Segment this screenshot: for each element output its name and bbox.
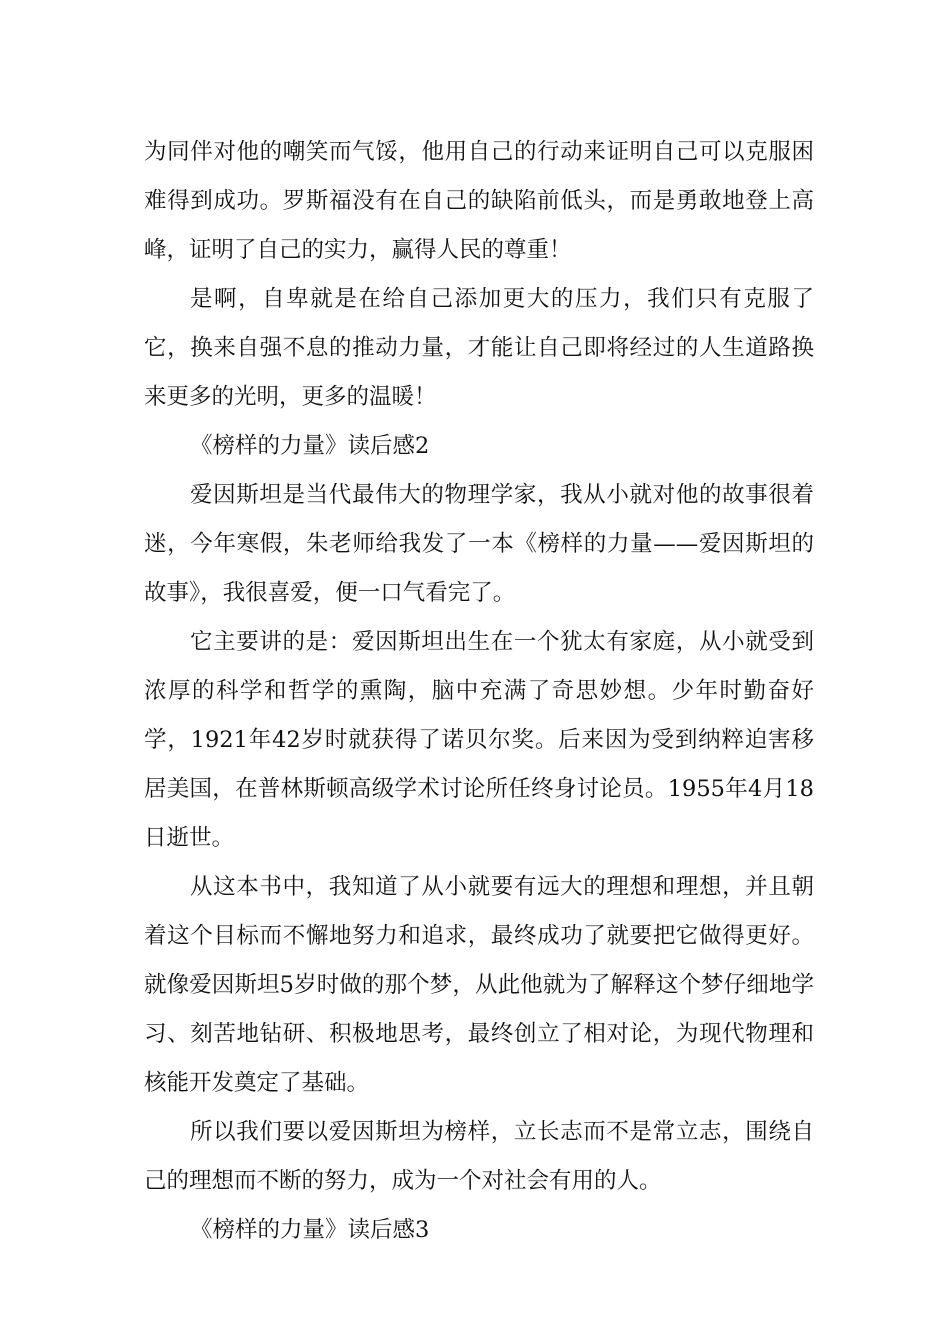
section-heading: 《榜样的力量》读后感2 bbox=[190, 433, 430, 459]
paragraph: 是啊，自卑就是在给自己添加更大的压力，我们只有克服了它，换来自强不息的推动力量，才能让自己即将经过的人生道路换来更多的光明，更多的温暖！ bbox=[144, 286, 814, 410]
section-heading: 《榜样的力量》读后感3 bbox=[190, 1217, 430, 1243]
document-body bbox=[144, 128, 814, 1255]
paragraph: 所以我们要以爱因斯坦为榜样，立长志而不是常立志，围绕自己的理想而不断的努力，成为一个对社会有用的人。 bbox=[144, 1119, 814, 1194]
paragraph-continued: 为同伴对他的嘲笑而气馁，他用自己的行动来证明自己可以克服困难得到成功。罗斯福没有在自己的缺陷前低头，而是勇敢地登上高峰，证明了自己的实力，赢得人民的尊重！ bbox=[144, 139, 814, 263]
paragraph: 它主要讲的是：爱因斯坦出生在一个犹太有家庭，从小就受到浓厚的科学和哲学的熏陶，脑中充满了奇思妙想。少年时勤奋好学，1921年42岁时就获得了诺贝尔奖。后来因为受到纳粹迫害移居美国，在普林斯顿高级学术讨论所任终身讨论员。1955年4月18日逝世。 bbox=[144, 629, 814, 851]
paragraph: 爱因斯坦是当代最伟大的物理学家，我从小就对他的故事很着迷，今年寒假，朱老师给我发了一本《榜样的力量——爱因斯坦的故事》，我很喜爱，便一口气看完了。 bbox=[144, 482, 814, 606]
paragraph: 从这本书中，我知道了从小就要有远大的理想和理想，并且朝着这个目标而不懈地努力和追求，最终成功了就要把它做得更好。就像爱因斯坦5岁时做的那个梦，从此他就为了解释这个梦仔细地学习、刻苦地钻研、积极地思考，最终创立了相对论，为现代物理和核能开发奠定了基础。 bbox=[144, 874, 814, 1096]
